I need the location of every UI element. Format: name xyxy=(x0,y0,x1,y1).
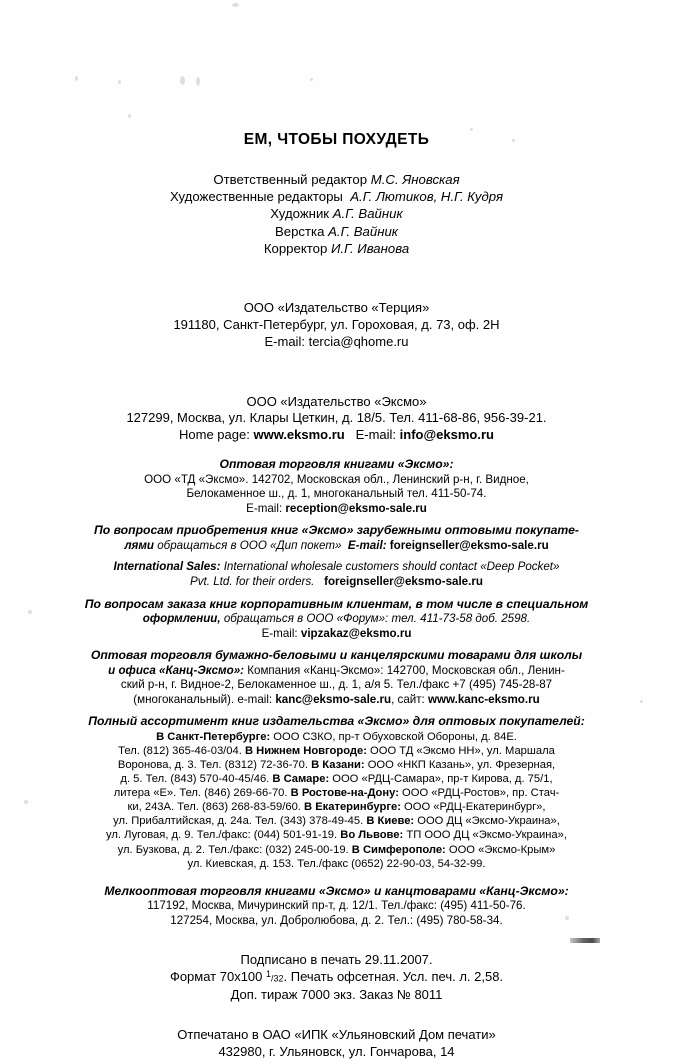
international-sales-email[interactable]: foreignseller@eksmo-sale.ru xyxy=(324,574,483,588)
assortment-city-details: ООО «Эксмо-Крым» xyxy=(445,843,556,856)
corporate-email[interactable]: vipzakaz@eksmo.ru xyxy=(300,626,412,640)
eksmo-homepage-label: Home page: xyxy=(179,427,250,443)
imprint-print-run: Доп. тираж 7000 экз. Заказ № 8011 xyxy=(230,986,443,1002)
tercia-name: ООО «Издательство «Терция» xyxy=(243,299,430,315)
credit-artist-label: Художник xyxy=(270,206,330,222)
small-wholesale-line1: 117192, Москва, Мичуринский пр-т, д. 12/1. Тел./факс: (495) 411-50-76. xyxy=(147,899,526,913)
assortment-city-details: ТП ООО ДЦ «Эксмо-Украина», xyxy=(403,829,567,842)
wholesale-books-email-line xyxy=(0,502,673,517)
international-sales-line1 xyxy=(0,560,673,575)
kanc-rest: Компания «Канц-Эксмо»: 142700, Московская обл., Ленин- xyxy=(244,663,565,677)
assortment-city-line xyxy=(0,828,673,842)
assortment-city-name: В Киеве: xyxy=(366,815,415,828)
imprint-format-denominator: /32 xyxy=(271,973,284,984)
corporate-head-line2 xyxy=(0,612,673,627)
credits-block xyxy=(0,171,673,257)
tercia-email-label: E-mail: xyxy=(264,333,305,349)
eksmo-homepage[interactable]: www.eksmo.ru xyxy=(253,427,345,443)
eksmo-email-label: E-mail: xyxy=(355,427,397,443)
imprint-signed: Подписано в печать 29.11.2007. xyxy=(240,952,433,968)
assortment-city-details: ООО «РДЦ-Самара», пр-т Кирова, д. 75/1, xyxy=(329,772,553,785)
assortment-city-details: ООО ДЦ «Эксмо-Украина», xyxy=(414,815,560,828)
imprint-format-numerator: 1 xyxy=(266,968,272,979)
credit-layout-name: А.Г. Вайник xyxy=(328,223,399,239)
assortment-city-details: ул. Киевская, д. 153. Тел./факс (0652) 22-90-03, 54-32-99. xyxy=(187,857,486,870)
credit-artist-name: А.Г. Вайник xyxy=(332,206,403,222)
assortment-city-line xyxy=(0,772,673,786)
wholesale-books-heading: Оптовая торговля книгами «Эксмо»: xyxy=(219,457,454,472)
international-sales-text1: International wholesale customers should contact «Deep Pocket» xyxy=(223,560,560,574)
imprint-format-post: . Печать офсетная. Усл. печ. л. 2,58. xyxy=(283,969,504,985)
printed-by-line2: 432980, г. Ульяновск, ул. Гончарова, 14 xyxy=(218,1044,455,1060)
printed-by-line1: Отпечатано в ОАО «ИПК «Ульяновский Дом печати» xyxy=(177,1027,496,1043)
page-title: ЕМ, ЧТОБЫ ПОХУДЕТЬ xyxy=(243,131,430,148)
credit-layout xyxy=(0,223,673,240)
eksmo-email[interactable]: info@eksmo.ru xyxy=(399,427,494,443)
assortment-city-line xyxy=(0,744,673,758)
eksmo-name: ООО «Издательство «Эксмо» xyxy=(246,393,427,409)
corporate-head-line1: По вопросам заказа книг корпоративным клиентам, в том числе в специальном xyxy=(84,596,589,611)
tercia-email[interactable]: tercia@qhome.ru xyxy=(308,333,409,349)
foreign-ru-rest: обращаться в ООО «Дип покет» xyxy=(154,538,342,552)
credit-proofreader-name: И.Г. Иванова xyxy=(331,240,410,256)
wholesale-books-block xyxy=(0,457,673,516)
assortment-city-details: ООО «РДЦ-Ростов», пр. Стач- xyxy=(398,787,560,800)
assortment-heading: Полный ассортимент книг издательства «Эксмо» для оптовых покупателей: xyxy=(88,714,585,729)
credit-art-editors-names: А.Г. Лютиков, Н.Г. Кудря xyxy=(350,189,504,205)
foreign-ru-bold-lead: лями xyxy=(124,538,155,552)
assortment-city-name: Во Львове: xyxy=(340,829,404,842)
imprint-format xyxy=(0,968,673,986)
corporate-email-label: E-mail: xyxy=(261,626,298,640)
imprint-block xyxy=(0,951,673,1003)
assortment-city-list xyxy=(0,730,673,871)
kanc-line4-pre: (многоканальный). e-mail: xyxy=(133,692,276,706)
international-sales-block xyxy=(0,560,673,589)
foreign-ru-head-line1: По вопросам приобретения книг «Эксмо» зарубежными оптовыми покупате- xyxy=(94,523,579,538)
kanc-email[interactable]: kanc@eksmo-sale.ru xyxy=(275,692,392,706)
wholesale-books-line2: Белокаменное ш., д. 1, многоканальный тел. 411-50-74. xyxy=(186,487,487,501)
credit-layout-label: Верстка xyxy=(274,223,325,239)
assortment-city-line xyxy=(0,843,673,857)
assortment-city-details: ООО «РДЦ-Екатеринбург», xyxy=(400,801,546,814)
assortment-city-details: ул. Бузкова, д. 2. Тел./факс: (032) 245-00-19. xyxy=(117,843,352,856)
assortment-city-line xyxy=(0,857,673,871)
wholesale-books-line1: ООО «ТД «Эксмо». 142702, Московская обл., Ленинский р-н, г. Видное, xyxy=(144,472,529,486)
assortment-city-details: ООО СЗКО, пр-т Обуховской Обороны, д. 84Е. xyxy=(270,730,517,743)
imprint-format-pre: Формат 70х100 xyxy=(169,969,266,985)
kanc-head-line2 xyxy=(0,664,673,679)
assortment-city-details: литера «Е». Тел. (846) 269-66-70. xyxy=(113,787,291,800)
imprint-format-fraction xyxy=(266,969,284,986)
assortment-city-details: ул. Прибалтийская, д. 24а. Тел. (343) 378-49-45. xyxy=(113,815,367,828)
assortment-city-name: В Самаре: xyxy=(272,772,330,785)
small-wholesale-block xyxy=(0,884,673,929)
credit-art-editors-label: Художественные редакторы xyxy=(169,189,343,205)
assortment-city-details: Воронова, д. 3. Тел. (8312) 72-36-70. xyxy=(117,758,312,771)
kanc-head-line1: Оптовая торговля бумажно-беловыми и канцелярскими товарами для школы xyxy=(90,648,583,663)
assortment-city-line xyxy=(0,800,673,814)
credit-artist xyxy=(0,205,673,222)
assortment-city-line xyxy=(0,814,673,828)
small-wholesale-line2: 127254, Москва, ул. Добролюбова, д. 2. Тел.: (495) 780-58-34. xyxy=(170,913,503,927)
tercia-email-line xyxy=(0,334,673,351)
kanc-line3: ский р-н, г. Видное-2, Белокаменное ш., д. 1, а/я 5. Тел./факс +7 (495) 745-28-87 xyxy=(120,678,553,692)
assortment-city-name: В Казани: xyxy=(311,758,365,771)
corporate-rest: обращаться в ООО «Форум»: тел. 411-73-58 доб. 2598. xyxy=(220,611,531,625)
credit-art-editors xyxy=(0,188,673,205)
assortment-city-name: В Нижнем Новгороде: xyxy=(244,744,367,757)
assortment-city-line xyxy=(0,730,673,744)
publisher-tercia-block xyxy=(0,300,673,351)
kanc-site[interactable]: www.kanc-eksmo.ru xyxy=(428,692,540,706)
assortment-city-name: В Симферополе: xyxy=(351,843,446,856)
kanc-line4 xyxy=(0,693,673,708)
foreign-buyers-ru-block xyxy=(0,523,673,553)
foreign-ru-email[interactable]: foreignseller@eksmo-sale.ru xyxy=(389,538,549,552)
assortment-block xyxy=(0,714,673,870)
assortment-city-name: В Санкт-Петербурге: xyxy=(156,730,271,743)
assortment-city-details: ки, 243А. Тел. (863) 268-83-59/60. xyxy=(127,801,305,814)
corporate-bold-lead: оформлении, xyxy=(142,611,221,625)
eksmo-web-line xyxy=(0,427,673,444)
credit-editor xyxy=(0,171,673,188)
printed-by-block xyxy=(0,1026,673,1060)
international-sales-label: International Sales: xyxy=(113,560,221,574)
assortment-city-details: д. 5. Тел. (843) 570-40-45/46. xyxy=(120,772,273,785)
kanc-eksmo-block xyxy=(0,648,673,707)
kanc-bold-lead: и офиса «Канц-Эксмо»: xyxy=(108,663,245,677)
assortment-city-name: В Екатеринбурге: xyxy=(304,801,401,814)
credit-proofreader xyxy=(0,240,673,257)
credit-editor-name: М.С. Яновская xyxy=(370,172,460,188)
tercia-address: 191180, Санкт-Петербург, ул. Гороховая, д. 73, оф. 2Н xyxy=(173,316,500,332)
small-wholesale-heading: Мелкооптовая торговля книгами «Эксмо» и канцтоварами «Канц-Эксмо»: xyxy=(104,883,569,898)
assortment-city-details: ООО ТД «Эксмо НН», ул. Маршала xyxy=(366,744,555,757)
assortment-city-line xyxy=(0,786,673,800)
international-sales-text2: Pvt. Ltd. for their orders. xyxy=(190,574,315,588)
wholesale-books-email[interactable]: reception@eksmo-sale.ru xyxy=(285,501,427,515)
eksmo-address: 127299, Москва, ул. Клары Цеткин, д. 18/5. Тел. 411-68-86, 956-39-21. xyxy=(126,410,547,426)
credit-editor-label: Ответственный редактор xyxy=(213,172,368,188)
kanc-line4-mid: , сайт: xyxy=(391,692,428,706)
corporate-orders-block xyxy=(0,597,673,642)
corporate-email-line xyxy=(0,627,673,642)
assortment-city-details: Тел. (812) 365-46-03/04. xyxy=(118,744,245,757)
wholesale-books-email-label: E-mail: xyxy=(246,501,283,515)
assortment-city-name: В Ростове-на-Дону: xyxy=(290,787,399,800)
foreign-ru-head-line2 xyxy=(0,539,673,554)
assortment-city-details: ООО «НКП Казань», ул. Фрезерная, xyxy=(364,758,556,771)
credit-proofreader-label: Корректор xyxy=(263,240,328,256)
international-sales-line2 xyxy=(0,575,673,590)
publisher-eksmo-block xyxy=(0,394,673,445)
assortment-city-details: ул. Луговая, д. 9. Тел./факс: (044) 501-91-19. xyxy=(106,829,341,842)
foreign-ru-email-label: E-mail: xyxy=(347,538,387,552)
assortment-city-line xyxy=(0,758,673,772)
